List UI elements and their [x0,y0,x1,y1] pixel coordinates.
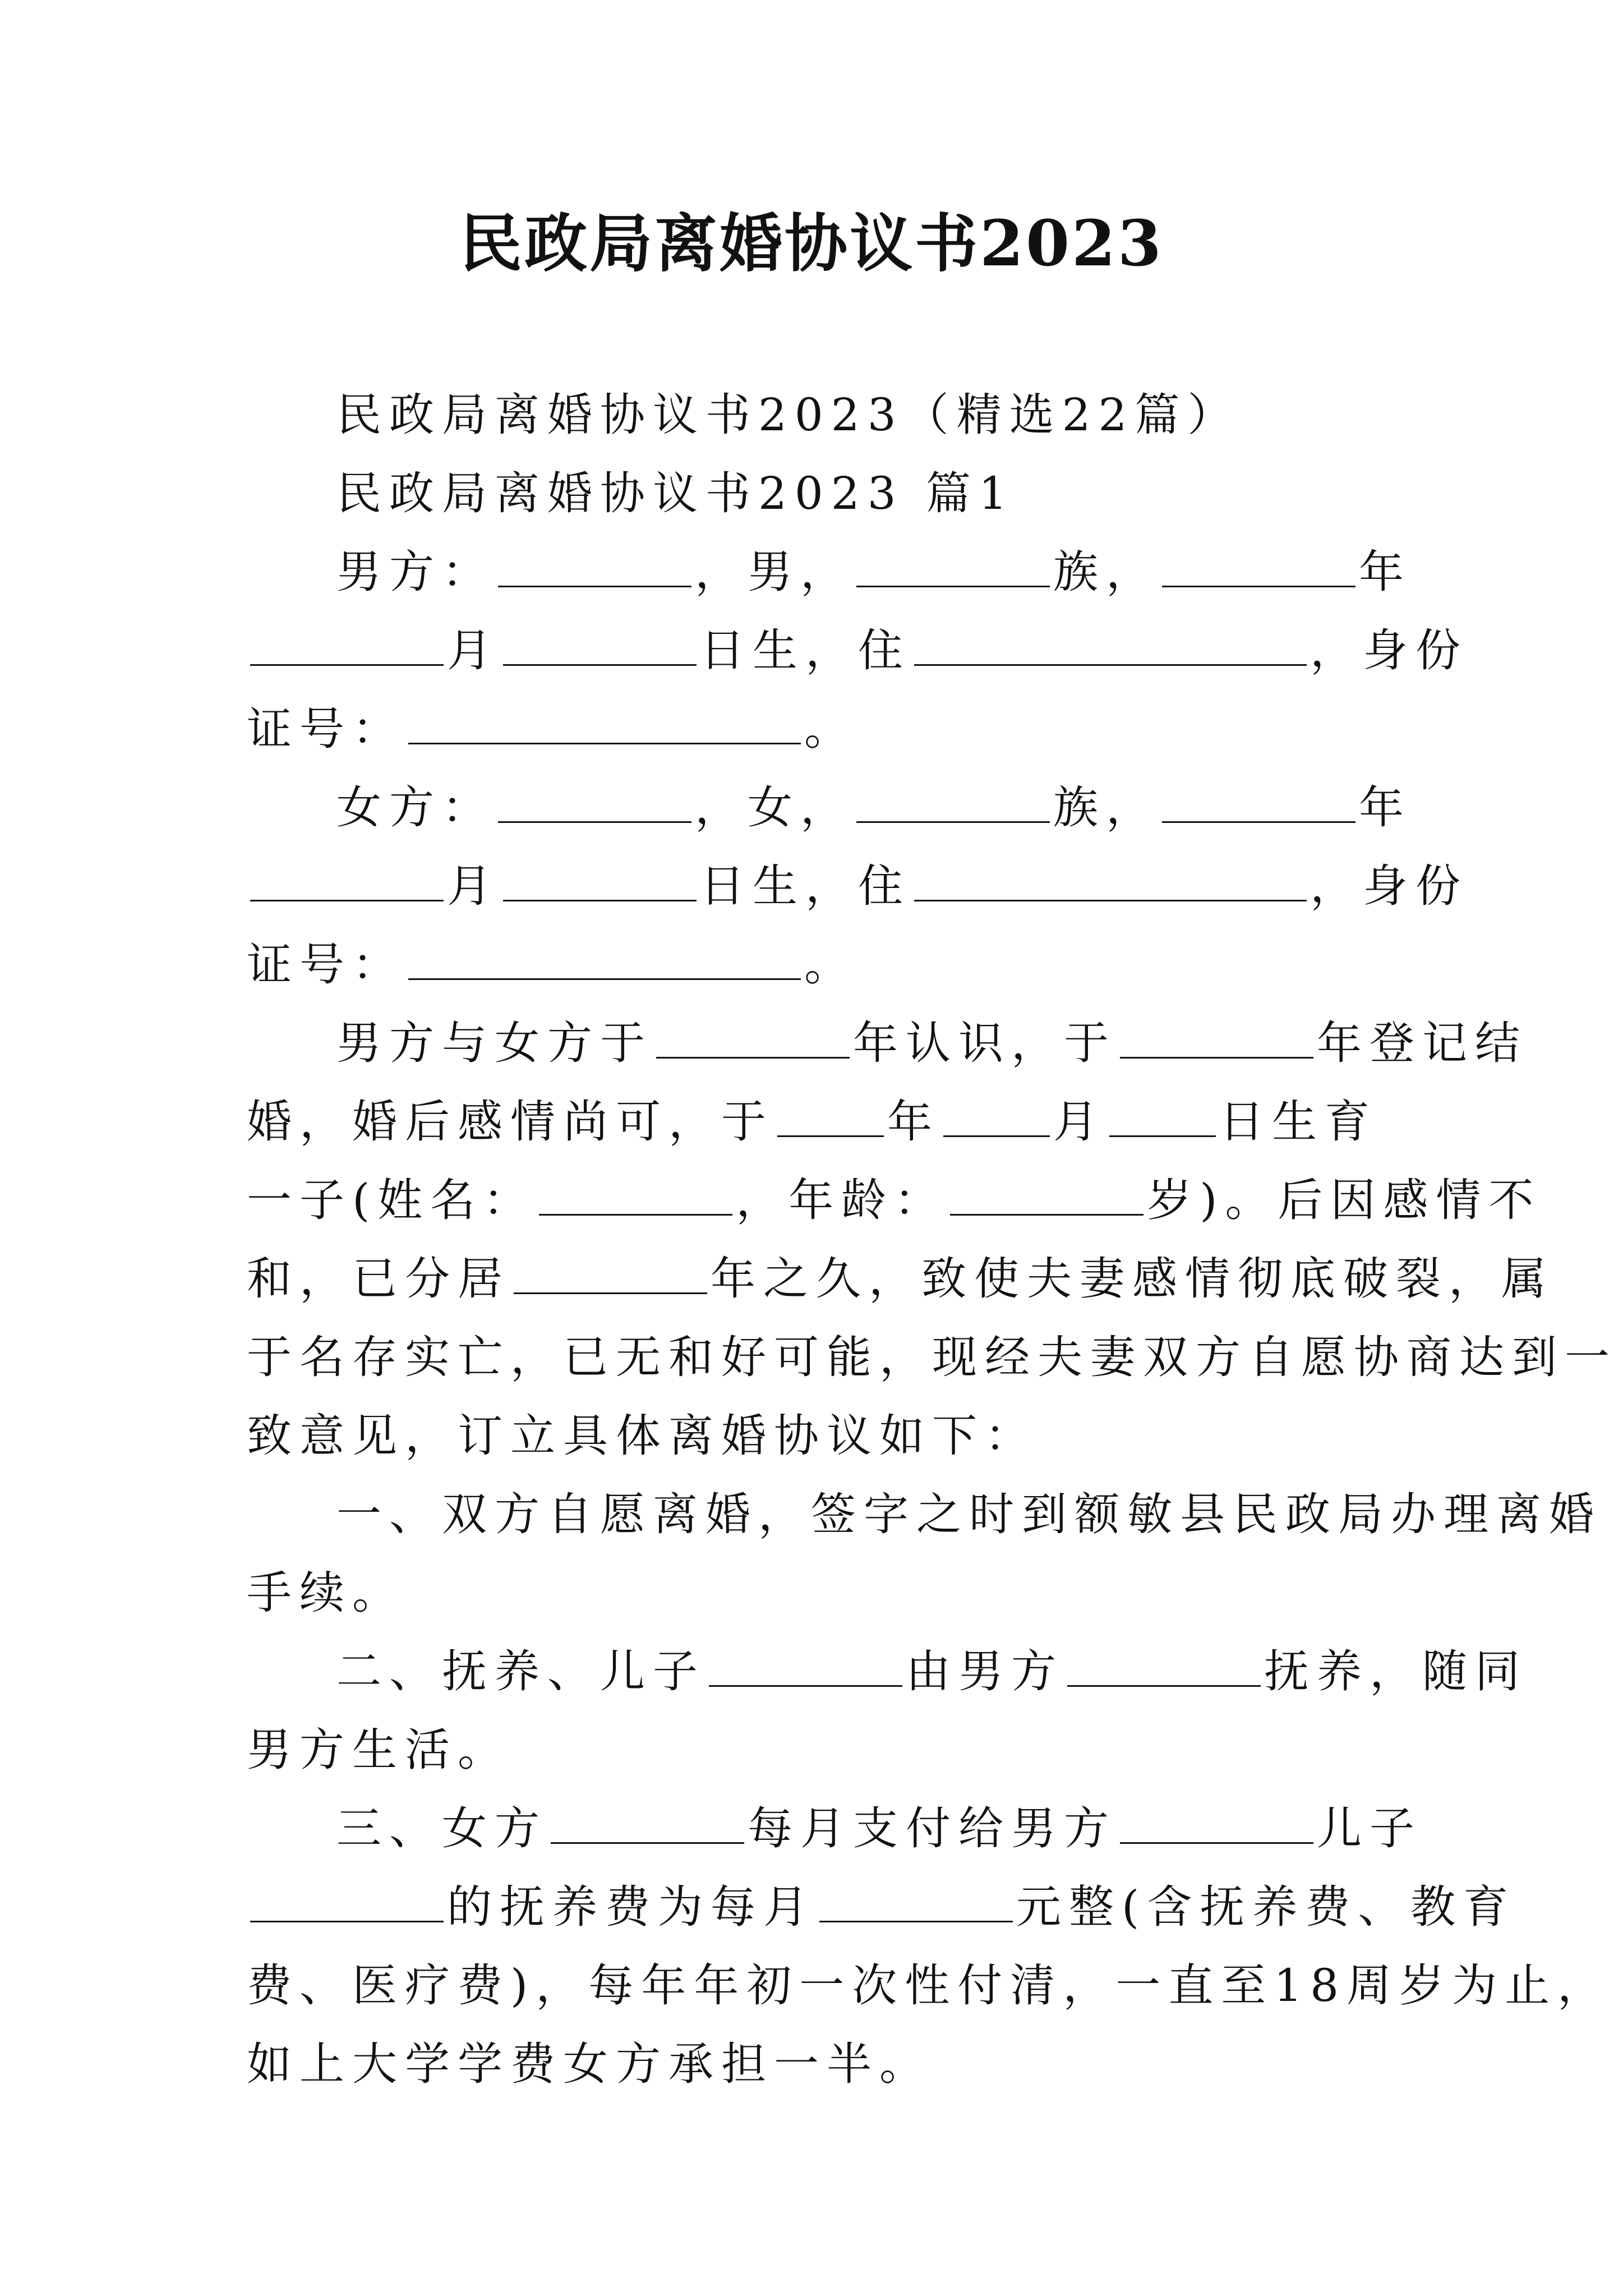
text: ，年龄： [736,1174,947,1226]
text: 一子(姓名： [247,1174,536,1226]
text: 。 [804,703,857,755]
text: ，男， [695,546,853,598]
blank-field [856,815,1050,823]
text: 日生，住 [700,860,911,912]
female-line-3 [247,931,1380,999]
blank-field [408,972,801,980]
blank-field [914,893,1307,901]
female-line-1 [247,774,1469,841]
text: 族， [1053,546,1159,598]
blank-field [408,736,801,744]
blank-field [498,579,691,587]
text: 每月支付给男方 [748,1802,1117,1855]
item3-line-2 [247,1874,1516,1941]
item2-line-2: 男方生活。 [247,1724,510,1776]
text: 年 [1359,546,1412,598]
text: 月 [447,624,500,677]
blank-field [819,1914,1013,1922]
text: 抚养，随同 [1264,1645,1528,1697]
text: 岁)。后因感情不 [1147,1174,1542,1226]
blank-field [950,1207,1144,1216]
blank-field [551,1835,744,1844]
blank-field [250,893,444,901]
male-line-3 [247,696,1380,763]
text: 男方： [336,546,495,598]
text: ，身份 [1310,624,1468,677]
male-line-2 [247,617,1468,684]
text: ，身份 [1310,860,1468,912]
item1-line-1: 一、双方自愿离婚，签字之时到额敏县民政局办理离婚 [336,1488,1602,1540]
item2-line-1 [247,1638,1528,1705]
blank-field [1120,1050,1313,1059]
text: 月 [1053,1096,1106,1148]
text: 月 [447,860,500,912]
para1-line-5: 于名存实亡，已无和好可能，现经夫妻双方自愿协商达到一 [247,1331,1617,1383]
text: 女方： [336,781,495,834]
male-line-1 [247,539,1469,606]
blank-field [1109,1129,1216,1137]
blank-field [503,657,697,666]
blank-field [1162,579,1355,587]
text: 年 [887,1096,940,1148]
para1-line-3 [247,1167,1542,1234]
text: 由男方 [906,1645,1064,1697]
text: 年认识，于 [853,1017,1117,1069]
document-title: 民政局离婚协议书2023 [459,207,1164,280]
text: 婚，婚后感情尚可，于 [247,1096,774,1148]
blank-field [1067,1678,1261,1687]
blank-field [914,657,1307,666]
subtitle: 民政局离婚协议书2023（精选22篇） [336,389,1241,441]
blank-field [503,893,697,901]
blank-field [856,579,1050,587]
para1-line-4 [247,1245,1554,1313]
item3-line-4: 如上大学学费女方承担一半。 [247,2038,932,2090]
text: 年登记结 [1317,1017,1528,1069]
female-line-2 [247,853,1468,920]
blank-field [709,1678,902,1687]
blank-field [656,1050,850,1059]
text: 证号： [247,938,405,991]
blank-field [777,1129,884,1137]
blank-field [943,1129,1050,1137]
para1-line-2 [247,1088,1380,1156]
text: 。 [804,938,857,991]
blank-field [514,1286,707,1294]
blank-field [1162,815,1355,823]
text: 元整(含抚养费、教育 [1016,1881,1516,1933]
text: 男方与女方于 [336,1017,653,1069]
text: 日生育 [1219,1096,1377,1148]
para1-line-6: 致意见，订立具体离婚协议如下： [247,1410,1038,1462]
text: 证号： [247,703,405,755]
text: 儿子 [1317,1802,1422,1855]
item3-line-3: 费、医疗费)，每年年初一次性付清，一直至18周岁为止， [247,1959,1611,2012]
section-heading: 民政局离婚协议书2023 篇1 [336,467,1015,519]
blank-field [498,815,691,823]
text: 三、女方 [336,1802,547,1855]
item1-line-2: 手续。 [247,1567,405,1619]
text: 日生，住 [700,624,911,677]
text: 的抚养费为每月 [447,1881,816,1933]
blank-field [1120,1835,1313,1844]
text: 族， [1053,781,1159,834]
text: 年之久，致使夫妻感情彻底破裂，属 [711,1253,1554,1305]
text: 二、抚养、儿子 [336,1645,706,1697]
blank-field [250,1914,444,1922]
para1-line-1 [247,1010,1528,1077]
text: 年 [1359,781,1412,834]
blank-field [539,1207,732,1216]
blank-field [250,657,444,666]
item3-line-1 [247,1795,1469,1862]
text: 和，已分居 [247,1253,510,1305]
text: ，女， [695,781,853,834]
